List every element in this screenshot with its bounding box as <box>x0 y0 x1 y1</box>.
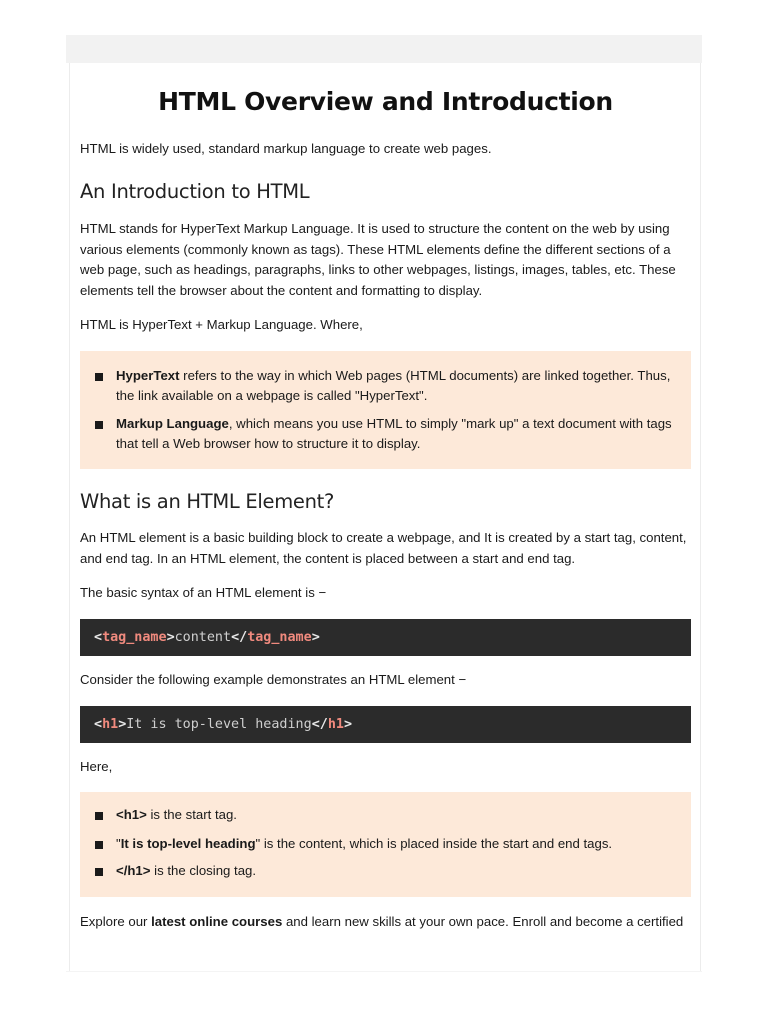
list-item-text: , which means you use HTML to simply "mark up" a text document with tags that tell a Web browser how to structure it to display. <box>116 416 672 451</box>
page-title: HTML Overview and Introduction <box>158 87 613 116</box>
code-punct: > <box>166 630 175 645</box>
code-tag-name: h1 <box>327 717 344 732</box>
bullet-square-icon <box>95 373 103 381</box>
bullet-square-icon <box>95 841 103 849</box>
definition-list-box <box>80 351 691 469</box>
code-punct: > <box>343 717 352 732</box>
list-item-term: </h1> <box>116 863 151 878</box>
explore-text: and learn new skills at your own pace. Enroll and become a certified <box>282 914 684 929</box>
explore-paragraph <box>80 912 691 933</box>
list-item <box>116 805 681 825</box>
list-item-term: HyperText <box>116 368 180 383</box>
explore-text: Explore our <box>80 914 152 929</box>
code-content: content <box>174 630 232 645</box>
bullet-square-icon <box>95 421 103 429</box>
element-paragraph: An HTML element is a basic building block to create a webpage, and It is created by a start tag, content, and end tag. In an HTML element, the content is placed between a start and end tag. <box>80 530 687 566</box>
list-item-term: Markup Language <box>116 416 229 431</box>
code-punct: < <box>94 630 103 645</box>
code-block-syntax <box>80 619 691 656</box>
list-item <box>116 834 681 854</box>
latest-courses-link[interactable]: latest online courses <box>151 914 283 929</box>
here-paragraph: Here, <box>80 759 113 774</box>
code-block-example <box>80 706 691 743</box>
list-item-term: <h1> <box>116 807 147 822</box>
list-item-text: " is the content, which is placed inside the start and end tags. <box>255 836 613 851</box>
section-heading-intro: An Introduction to HTML <box>80 180 310 203</box>
section-heading-element: What is an HTML Element? <box>80 490 335 513</box>
bullet-square-icon <box>95 868 103 876</box>
article-card <box>69 63 701 971</box>
code-punct: < <box>94 717 103 732</box>
list-item-text: is the start tag. <box>146 807 237 822</box>
syntax-intro: The basic syntax of an HTML element is − <box>80 585 327 600</box>
code-punct: > <box>118 717 127 732</box>
code-content: It is top-level heading <box>126 717 312 732</box>
code-tag-name: tag_name <box>102 630 167 645</box>
intro-paragraph: HTML is widely used, standard markup language to create web pages. <box>80 141 492 156</box>
list-item <box>116 414 681 454</box>
list-item-prefix: " <box>116 836 121 851</box>
bullet-square-icon <box>95 812 103 820</box>
code-tag-name: tag_name <box>247 630 312 645</box>
list-item <box>116 366 681 406</box>
code-tag-name: h1 <box>102 717 119 732</box>
explanation-list-box <box>80 792 691 897</box>
code-punct: </ <box>311 717 328 732</box>
page-bottom-divider <box>66 971 702 972</box>
section-intro-paragraph: HTML stands for HyperText Markup Language. It is used to structure the content on the web by using various elements (commonly known as tags). These HTML elements define the different sections of a web page, such as headings, paragraphs, links to other webpages, listings, images, tables, etc. These elements tell the browser about the content and formatting to display. <box>80 221 676 298</box>
code-punct: > <box>311 630 320 645</box>
list-item-text: refers to the way in which Web pages (HTML documents) are linked together. Thus, the link available on a webpage is called "HyperText". <box>116 368 671 403</box>
example-intro: Consider the following example demonstrates an HTML element − <box>80 672 467 687</box>
list-item-term: It is top-level heading <box>120 836 256 851</box>
top-bar <box>66 35 702 63</box>
hypertext-definition-lead: HTML is HyperText + Markup Language. Where, <box>80 317 363 332</box>
code-punct: </ <box>231 630 248 645</box>
list-item <box>116 861 681 881</box>
list-item-text: is the closing tag. <box>150 863 257 878</box>
